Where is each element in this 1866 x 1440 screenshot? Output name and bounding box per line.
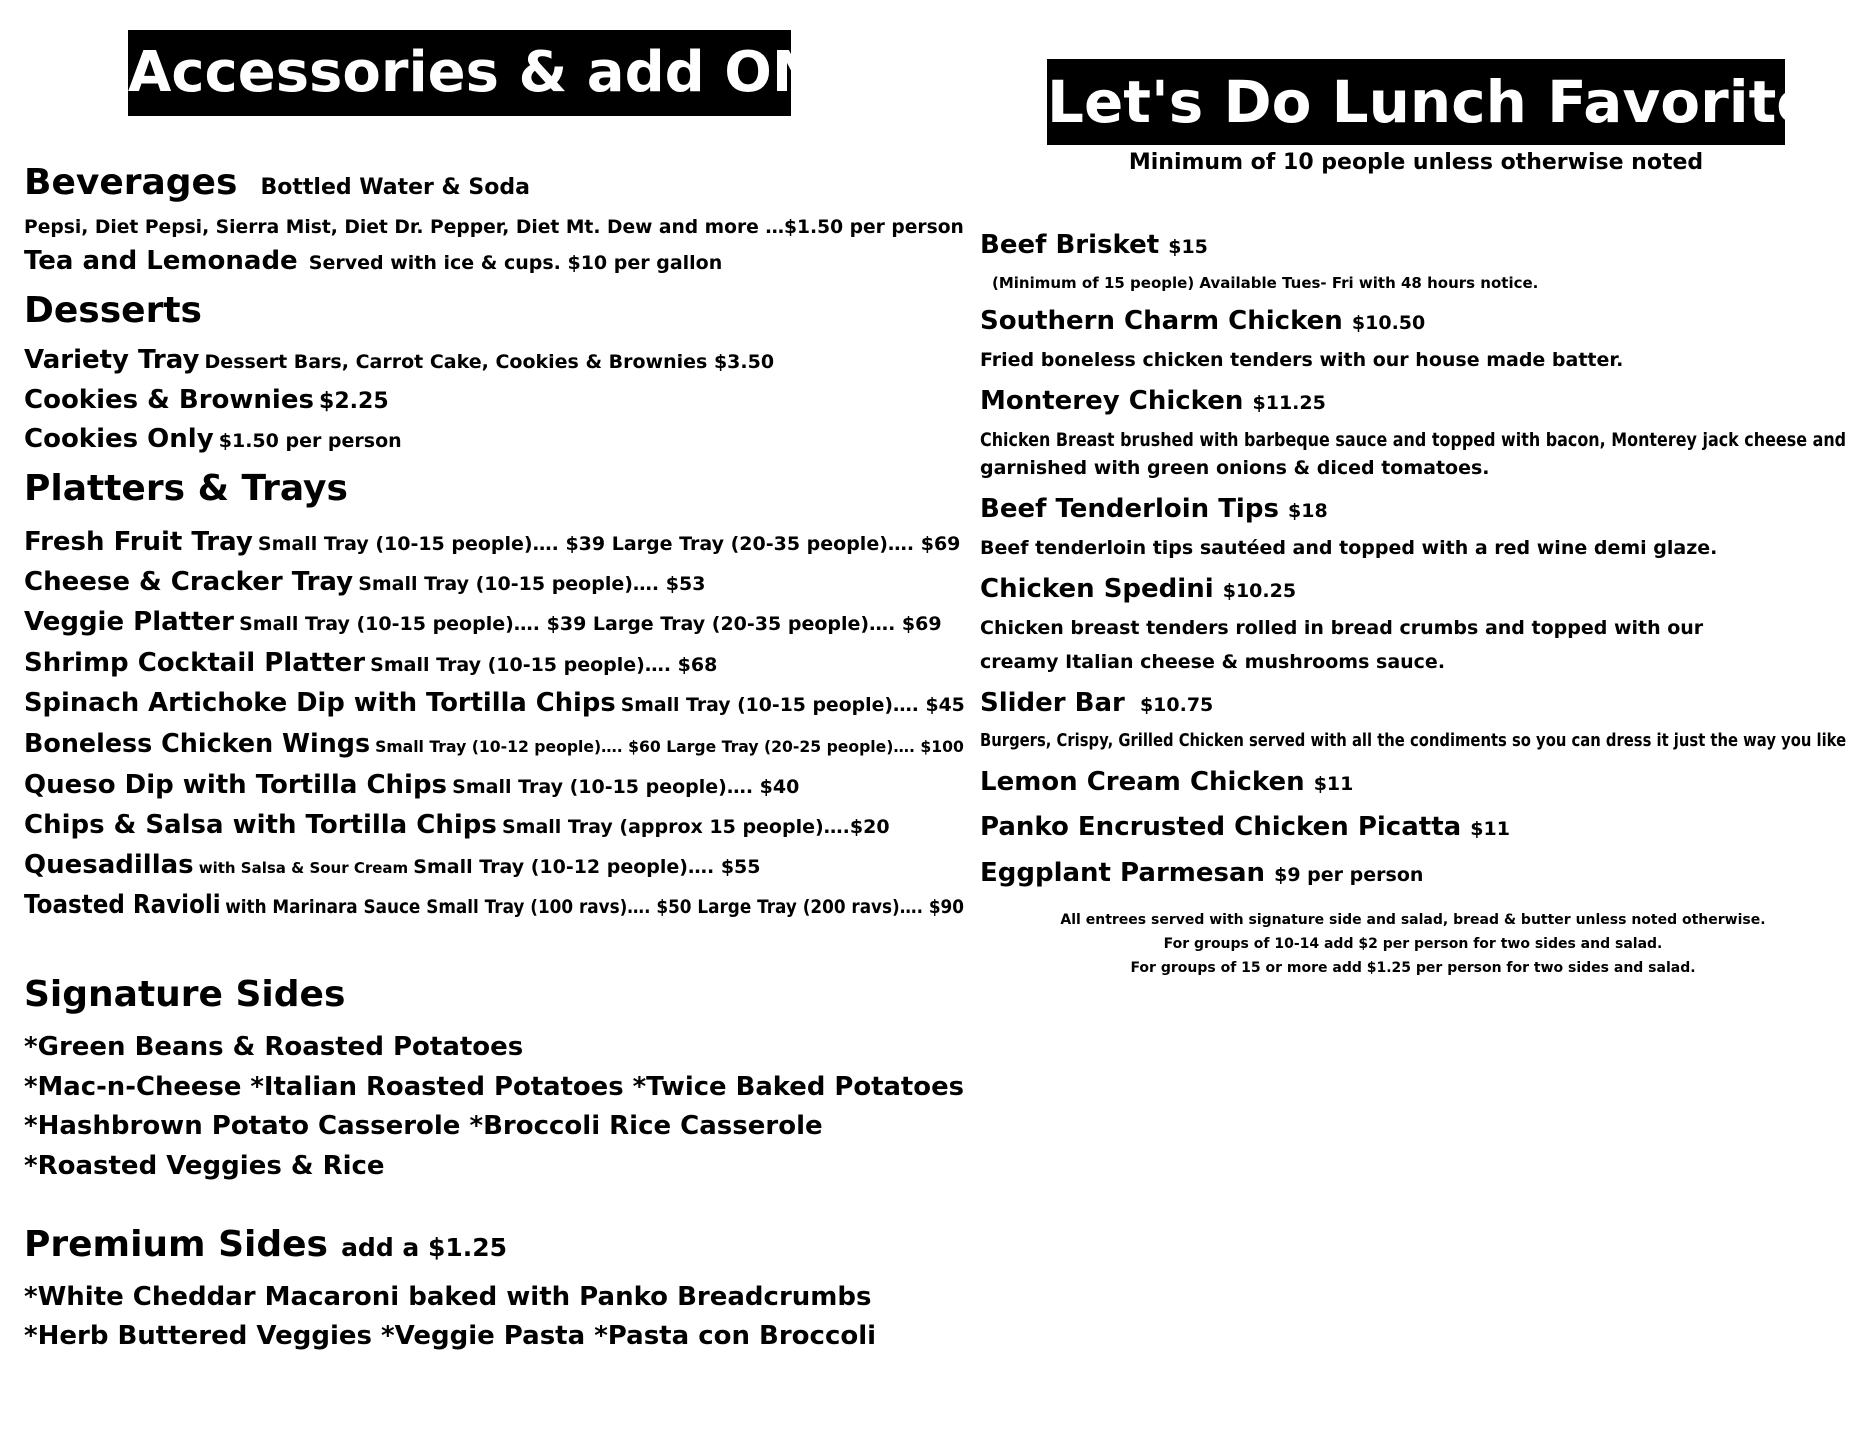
entree-price: $11.25 bbox=[1252, 392, 1326, 414]
entree-name: Eggplant Parmesan bbox=[980, 858, 1266, 888]
footer-note: For groups of 10-14 add $2 per person for two sides and salad. bbox=[1163, 936, 1663, 952]
entree-desc: Beef tenderloin tips sautéed and topped with a red wine demi glaze. bbox=[980, 537, 1718, 559]
platter-name: Shrimp Cocktail Platter bbox=[24, 648, 366, 678]
beverages-title: Beverages bbox=[24, 162, 238, 203]
dessert-desc: $1.50 per person bbox=[218, 430, 402, 452]
entree-name: Beef Tenderloin Tips bbox=[980, 494, 1279, 524]
platter-item bbox=[24, 729, 964, 759]
entree-desc: (Minimum of 15 people) Available Tues- Fri with 48 hours notice. bbox=[992, 274, 1539, 292]
entree-price: $11 bbox=[1313, 773, 1354, 795]
tea-row bbox=[24, 246, 722, 276]
platter-name: Queso Dip with Tortilla Chips bbox=[24, 770, 448, 800]
platter-desc: Small Tray (10-12 people)…. $55 bbox=[413, 856, 761, 878]
platter-item bbox=[24, 527, 960, 557]
accessories-banner: Accessories & add ONS bbox=[128, 30, 791, 116]
entree-desc: creamy Italian cheese & mushrooms sauce. bbox=[980, 651, 1446, 673]
entree-desc: garnished with green onions & diced tomatoes. bbox=[980, 457, 1490, 479]
dessert-item bbox=[24, 424, 402, 454]
platter-item bbox=[24, 567, 705, 597]
entree-name: Monterey Chicken bbox=[980, 386, 1244, 416]
platter-item bbox=[24, 890, 964, 920]
tea-name: Tea and Lemonade bbox=[24, 246, 298, 276]
entree-item bbox=[980, 306, 1425, 336]
entree-price: $10.25 bbox=[1222, 580, 1297, 602]
signature-sides-line: *Mac-n-Cheese *Italian Roasted Potatoes *Twice Baked Potatoes bbox=[24, 1072, 965, 1102]
platter-desc: Small Tray (10-15 people)…. $39 Large Tray (20-35 people)…. $69 bbox=[257, 533, 961, 555]
platter-desc: Small Tray (10-15 people)…. $68 bbox=[370, 654, 718, 676]
platter-desc-small: with Salsa & Sour Cream bbox=[198, 859, 409, 877]
entree-item bbox=[980, 494, 1328, 524]
premium-sides-heading-row bbox=[24, 1224, 507, 1265]
entree-item bbox=[980, 688, 1213, 718]
premium-sides-line: *Herb Buttered Veggies *Veggie Pasta *Pasta con Broccoli bbox=[24, 1321, 877, 1351]
dessert-item bbox=[24, 345, 774, 375]
entree-price: $10.50 bbox=[1351, 312, 1426, 334]
entree-item bbox=[980, 812, 1510, 842]
entree-name: Southern Charm Chicken bbox=[980, 306, 1343, 336]
entree-item bbox=[980, 386, 1326, 416]
platter-name: Fresh Fruit Tray bbox=[24, 527, 253, 557]
beverages-heading-row bbox=[24, 162, 530, 203]
entree-name: Chicken Spedini bbox=[980, 574, 1214, 604]
entree-item bbox=[980, 767, 1353, 797]
entree-name: Beef Brisket bbox=[980, 230, 1160, 260]
lunch-favorites-banner: Let's Do Lunch Favorites bbox=[1047, 59, 1785, 145]
entree-price: $11 bbox=[1470, 818, 1510, 840]
platter-desc: Small Tray (10-15 people)…. $53 bbox=[358, 573, 706, 595]
platter-name: Quesadillas bbox=[24, 850, 194, 880]
dessert-name: Cookies & Brownies bbox=[24, 385, 314, 415]
entree-desc: Chicken Breast brushed with barbeque sauce and topped with bacon, Monterey jack cheese and bbox=[980, 429, 1847, 451]
platter-item bbox=[24, 850, 761, 880]
platter-name: Cheese & Cracker Tray bbox=[24, 567, 354, 597]
platter-item bbox=[24, 607, 942, 637]
platter-name: Boneless Chicken Wings bbox=[24, 729, 371, 759]
dessert-desc: Dessert Bars, Carrot Cake, Cookies & Brownies $3.50 bbox=[204, 351, 775, 373]
platter-name: Veggie Platter bbox=[24, 607, 234, 637]
platter-desc: Small Tray (10-15 people)…. $39 Large Tray (20-35 people)…. $69 bbox=[239, 613, 942, 635]
entree-price: $9 per person bbox=[1274, 864, 1424, 886]
entree-desc: Chicken breast tenders rolled in bread crumbs and topped with our bbox=[980, 617, 1704, 639]
platter-name: Toasted Ravioli bbox=[24, 890, 221, 920]
platter-name: Spinach Artichoke Dip with Tortilla Chips bbox=[24, 688, 616, 718]
platter-desc: Small Tray (approx 15 people)….$20 bbox=[501, 816, 890, 838]
dessert-item bbox=[24, 385, 389, 415]
entree-name: Lemon Cream Chicken bbox=[980, 767, 1305, 797]
entree-item bbox=[980, 230, 1208, 260]
premium-sides-subtitle: add a $1.25 bbox=[341, 1233, 508, 1262]
dessert-desc: $2.25 bbox=[319, 389, 389, 414]
footer-note: All entrees served with signature side and salad, bread & butter unless noted otherwise. bbox=[1060, 912, 1766, 928]
entree-desc: Fried boneless chicken tenders with our house made batter. bbox=[980, 349, 1624, 371]
footer-note: For groups of 15 or more add $1.25 per person for two sides and salad. bbox=[1130, 960, 1696, 976]
beverages-subtitle: Bottled Water & Soda bbox=[260, 175, 530, 200]
dessert-name: Cookies Only bbox=[24, 424, 214, 454]
tea-desc: Served with ice & cups. $10 per gallon bbox=[308, 252, 723, 274]
platter-desc: Small Tray (10-12 people)…. $60 Large Tray (20-25 people)…. $100 bbox=[375, 737, 964, 756]
platter-desc: Small Tray (10-15 people)…. $40 bbox=[452, 776, 800, 798]
entree-item bbox=[980, 858, 1423, 888]
dessert-name: Variety Tray bbox=[24, 345, 200, 375]
desserts-title: Desserts bbox=[24, 290, 202, 331]
premium-sides-title: Premium Sides bbox=[24, 1224, 328, 1265]
entree-price: $18 bbox=[1288, 500, 1328, 522]
platter-name: Chips & Salsa with Tortilla Chips bbox=[24, 810, 497, 840]
platter-item bbox=[24, 810, 890, 840]
premium-sides-line: *White Cheddar Macaroni baked with Panko Breadcrumbs bbox=[24, 1282, 872, 1312]
minimum-note: Minimum of 10 people unless otherwise noted bbox=[1128, 150, 1704, 175]
platter-item bbox=[24, 688, 965, 718]
platter-item bbox=[24, 770, 799, 800]
entree-desc: Burgers, Crispy, Grilled Chicken served with all the condiments so you can dress it just the way you like bbox=[980, 730, 1847, 751]
signature-sides-title: Signature Sides bbox=[24, 974, 346, 1015]
platter-item bbox=[24, 648, 717, 678]
entree-price: $10.75 bbox=[1139, 694, 1214, 716]
entree-name: Panko Encrusted Chicken Picatta bbox=[980, 812, 1462, 842]
signature-sides-line: *Roasted Veggies & Rice bbox=[24, 1151, 385, 1181]
signature-sides-line: *Green Beans & Roasted Potatoes bbox=[24, 1032, 524, 1062]
entree-price: $15 bbox=[1168, 236, 1208, 258]
platter-desc: with Marinara Sauce Small Tray (100 ravs)…. $50 Large Tray (200 ravs)…. $90 bbox=[225, 896, 964, 918]
signature-sides-line: *Hashbrown Potato Casserole *Broccoli Rice Casserole bbox=[24, 1111, 823, 1141]
platters-title: Platters & Trays bbox=[24, 468, 348, 509]
platter-desc: Small Tray (10-15 people)…. $45 bbox=[620, 694, 965, 716]
soda-line: Pepsi, Diet Pepsi, Sierra Mist, Diet Dr. Pepper, Diet Mt. Dew and more …$1.50 per person bbox=[24, 216, 964, 238]
entree-item bbox=[980, 574, 1296, 604]
entree-name: Slider Bar bbox=[980, 688, 1125, 718]
